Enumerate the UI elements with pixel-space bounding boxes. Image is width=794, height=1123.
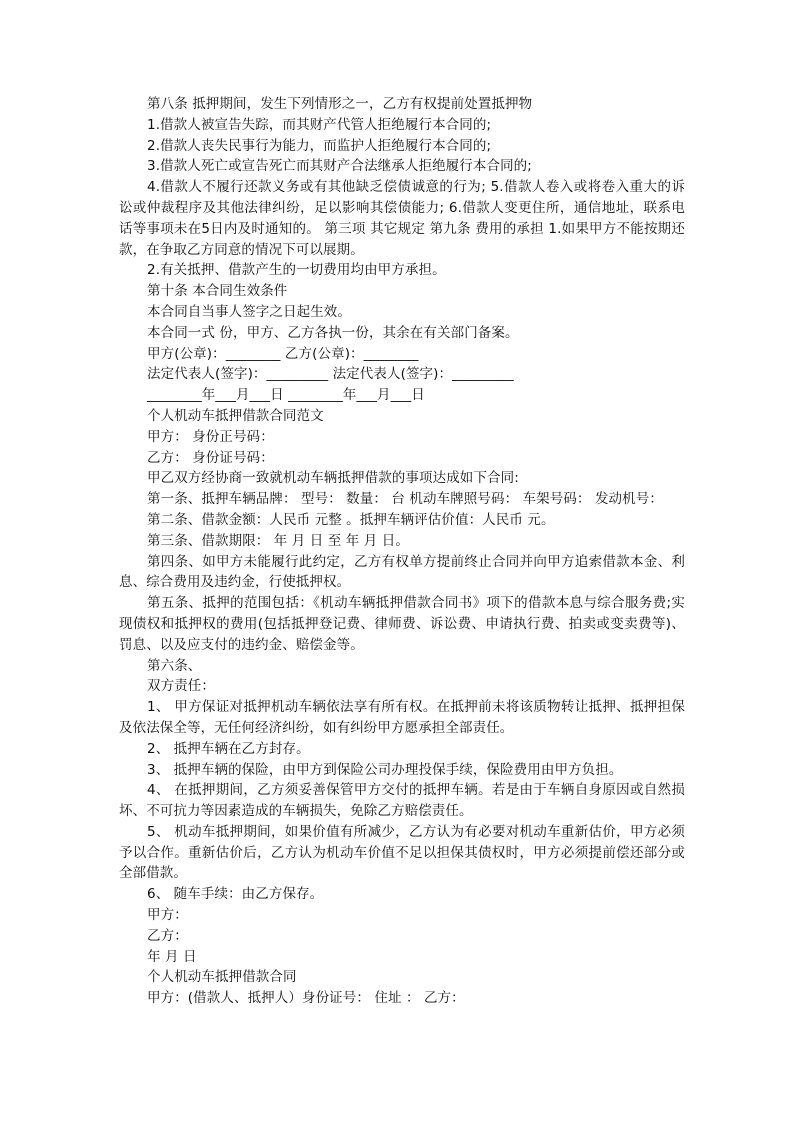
- seal-line: 甲方(公章)：________ 乙方(公章)：________: [147, 345, 419, 362]
- party-b-sign: 乙方：: [147, 927, 188, 944]
- contract-title-sample: 个人机动车抵押借款合同范文: [147, 407, 324, 424]
- document-body: [119, 94, 685, 1009]
- party-a-sign: 甲方：: [147, 907, 188, 924]
- responsibility-3: 3、 抵押车辆的保险，由甲方到保险公司办理投保手续，保险费用由甲方负担。: [147, 761, 623, 778]
- article-2-amount: 第二条、借款金额：人民币 元整 。抵押车辆评估价值：人民币 元。: [147, 511, 555, 528]
- clause-8-item-1: 1.借款人被宣告失踪，而其财产代管人拒绝履行本合同的;: [147, 116, 492, 133]
- party-info-line: 甲方：(借款人、抵押人）身份证号： 住址 ： 乙方：: [147, 990, 465, 1007]
- copies-statement: 本合同一式 份，甲方、乙方各执一份，其余在有关部门备案。: [147, 324, 519, 341]
- responsibility-4: 4、 在抵押期间，乙方须妥善保管甲方交付的抵押车辆。若是由于车辆自身原因或自然损坏、不可抗力等因素造成的车辆损失，免除乙方赔偿责任。: [119, 782, 685, 820]
- party-a-id: 甲方： 身份正号码：: [147, 428, 274, 445]
- agreement-intro: 甲乙双方经协商一致就机动车辆抵押借款的事项达成如下合同:: [147, 470, 519, 487]
- clause-8-item-4-to-9: 4.借款人不履行还款义务或有其他缺乏偿债诚意的行为; 5.借款人卷入或将卷入重大的诉讼或仲裁程序及其他法律纠纷，足以影响其偿债能力; 6.借款人变更住所，通信地址，联系电话等事项未在5日内及时通知的。 第三项 其它规定 第九条 费用的承担 1.如果甲方不能按期还款，在争取乙方同意的情况下可以展期。: [119, 179, 685, 258]
- representative-signature-line: 法定代表人(签字)：_________ 法定代表人(签字)：_________: [147, 366, 514, 383]
- contract-title: 个人机动车抵押借款合同: [147, 969, 297, 986]
- article-6-heading: 第六条、: [147, 657, 202, 674]
- sign-date: 年 月 日: [147, 948, 197, 965]
- responsibilities-heading: 双方责任：: [147, 678, 215, 695]
- date-line: ________年___月___日 ________年___月___日: [147, 387, 425, 404]
- responsibility-5: 5、 机动车抵押期间，如果价值有所减少，乙方认为有必要对机动车重新估价，甲方必须予以合作。重新估价后，乙方认为机动车价值不足以担保其债权时，甲方必须提前偿还部分或全部借款。: [119, 823, 685, 882]
- party-b-id: 乙方： 身份证号码：: [147, 449, 274, 466]
- article-1-vehicle: 第一条、抵押车辆品牌： 型号： 数量： 台 机动车牌照号码： 车架号码： 发动机号：: [147, 491, 663, 508]
- effective-condition: 本合同自当事人签字之日起生效。: [147, 303, 351, 320]
- clause-8-item-2: 2.借款人丧失民事行为能力，而监护人拒绝履行本合同的;: [147, 137, 492, 154]
- clause-9-item-2: 2.有关抵押、借款产生的一切费用均由甲方承担。: [147, 262, 446, 279]
- clause-8-heading: 第八条 抵押期间，发生下列情形之一，乙方有权提前处置抵押物: [147, 96, 533, 112]
- clause-8-item-3: 3.借款人死亡或宣告死亡而其财产合法继承人拒绝履行本合同的;: [147, 158, 532, 175]
- responsibility-1: 1、 甲方保证对抵押机动车辆依法享有所有权。在抵押前未将该质物转让抵押、抵押担保及依法保全等，无任何经济纠纷，如有纠纷甲方愿承担全部责任。: [119, 699, 685, 736]
- responsibility-6: 6、 随车手续：由乙方保存。: [147, 886, 324, 903]
- article-5-scope: 第五条、抵押的范围包括：《机动车辆抵押借款合同书》项下的借款本息与综合服务费;实现债权和抵押权的费用(包括抵押登记费、律师费、诉讼费、申请执行费、拍卖或变卖费等)、罚息、以及应支付的违约金、赔偿金等。: [119, 595, 685, 653]
- responsibility-2: 2、 抵押车辆在乙方封存。: [147, 740, 310, 757]
- article-3-term: 第三条、借款期限： 年 月 日 至 年 月 日。: [147, 532, 409, 549]
- clause-10-heading: 第十条 本合同生效条件: [147, 283, 288, 300]
- article-4-default: 第四条、如甲方未能履行此约定，乙方有权单方提前终止合同并向甲方追索借款本金、利息、综合费用及违约金，行使抵押权。: [119, 553, 685, 591]
